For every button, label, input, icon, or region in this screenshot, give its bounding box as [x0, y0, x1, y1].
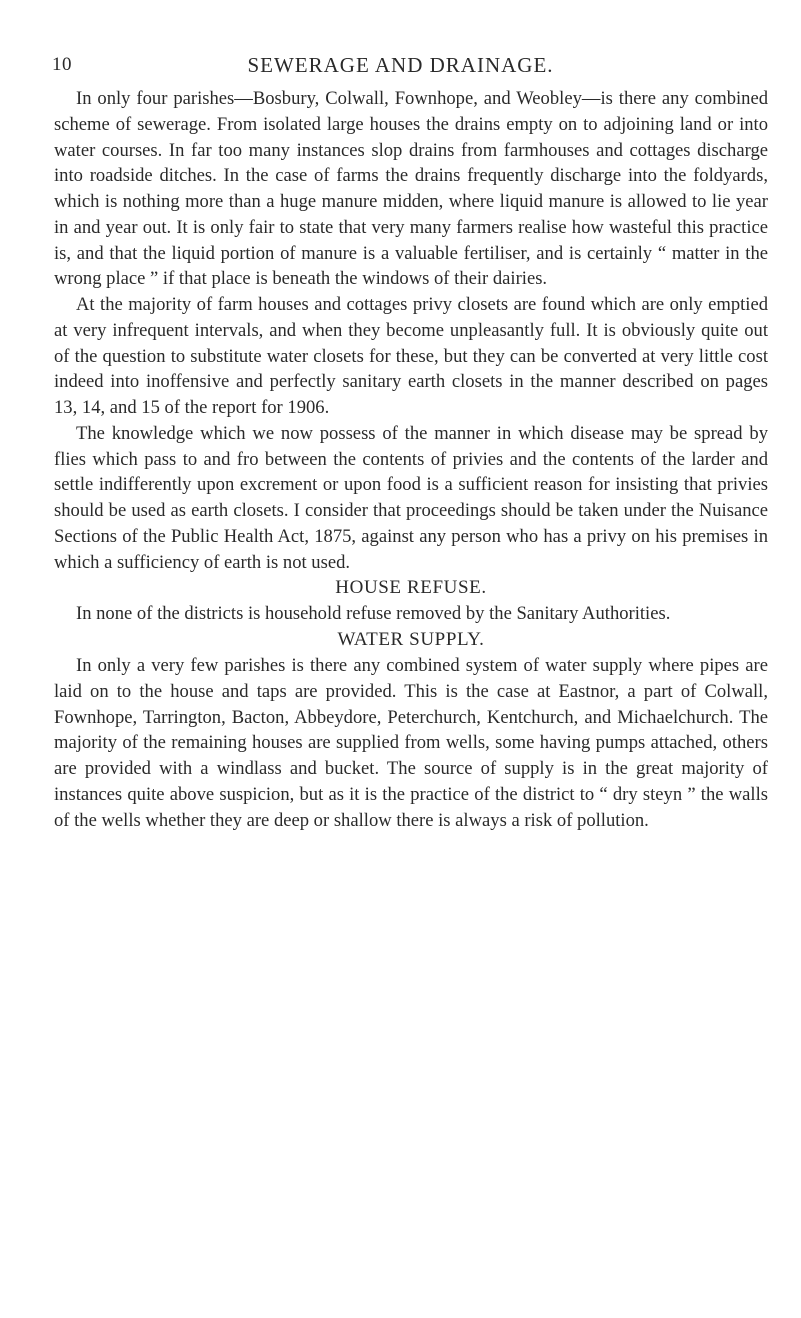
paragraph-household-refuse: In none of the districts is household refuse removed by the Sanitary Authorities. — [76, 603, 671, 625]
document-body — [54, 86, 768, 833]
paragraph-water-supply: In only a very few parishes is there any combined system of water supply where pipes are laid on to the house and taps are provided. This is the case at Eastnor, a part of Colwall, Fownhope, Tarrington, Bacton, Abbeydore, Peterchurch, Kentchurch, and Michaelchurch. The majority of the remaining houses are supplied from wells, some having pumps attached, others are provided with a windlass and bucket. The source of supply is in the great majority of instances quite above suspicion, but as it is the practice of the district to “ dry steyn ” the walls of the wells whether they are deep or shallow there is always a risk of pollution. — [54, 655, 768, 831]
heading-water-supply: WATER SUPPLY. — [337, 629, 485, 650]
heading-house-refuse: HOUSE REFUSE. — [335, 577, 487, 599]
paragraph-privy-closets: At the majority of farm houses and cottages privy closets are found which are only emptied at very infrequent intervals, and when they become unpleasantly full. It is obviously quite out of the question to substitute water closets for these, but they can be converted at very little cost indeed into inoffensive and perfectly sanitary earth closets in the manner described on pages 13, 14, and 15 of the report for 1906. — [54, 294, 768, 418]
paragraph-flies-disease: The knowledge which we now possess of the manner in which disease may be spread by flies which pass to and fro between the contents of privies and the contents of the larder and settle indifferently upon excrement or upon food is a sufficient reason for insisting that privies should be used as earth closets. I consider that proceedings should be taken under the Nuisance Sections of the Public Health Act, 1875, against any person who has a privy on his premises in which a sufficiency of earth is not used. — [54, 422, 768, 573]
running-title: SEWERAGE AND DRAINAGE. — [247, 53, 554, 77]
paragraph-sewerage-schemes: In only four parishes—Bosbury, Colwall, Fownhope, and Weobley—is there any combined scheme of sewerage. From isolated large houses the drains empty on to adjoining land or into water courses. In far too many instances slop drains from farmhouses and cottages discharge into roadside ditches. In the case of farms the drains frequently discharge into the foldyards, which is nothing more than a huge manure midden, where liquid manure is allowed to lie year in and year out. It is only fair to state that very many farmers realise how wasteful this practice is, and that the liquid portion of manure is a valuable fertiliser, and is certainly “ matter in the wrong place ” if that place is beneath the windows of their dairies. — [54, 88, 768, 290]
page-number: 10 — [52, 54, 72, 75]
